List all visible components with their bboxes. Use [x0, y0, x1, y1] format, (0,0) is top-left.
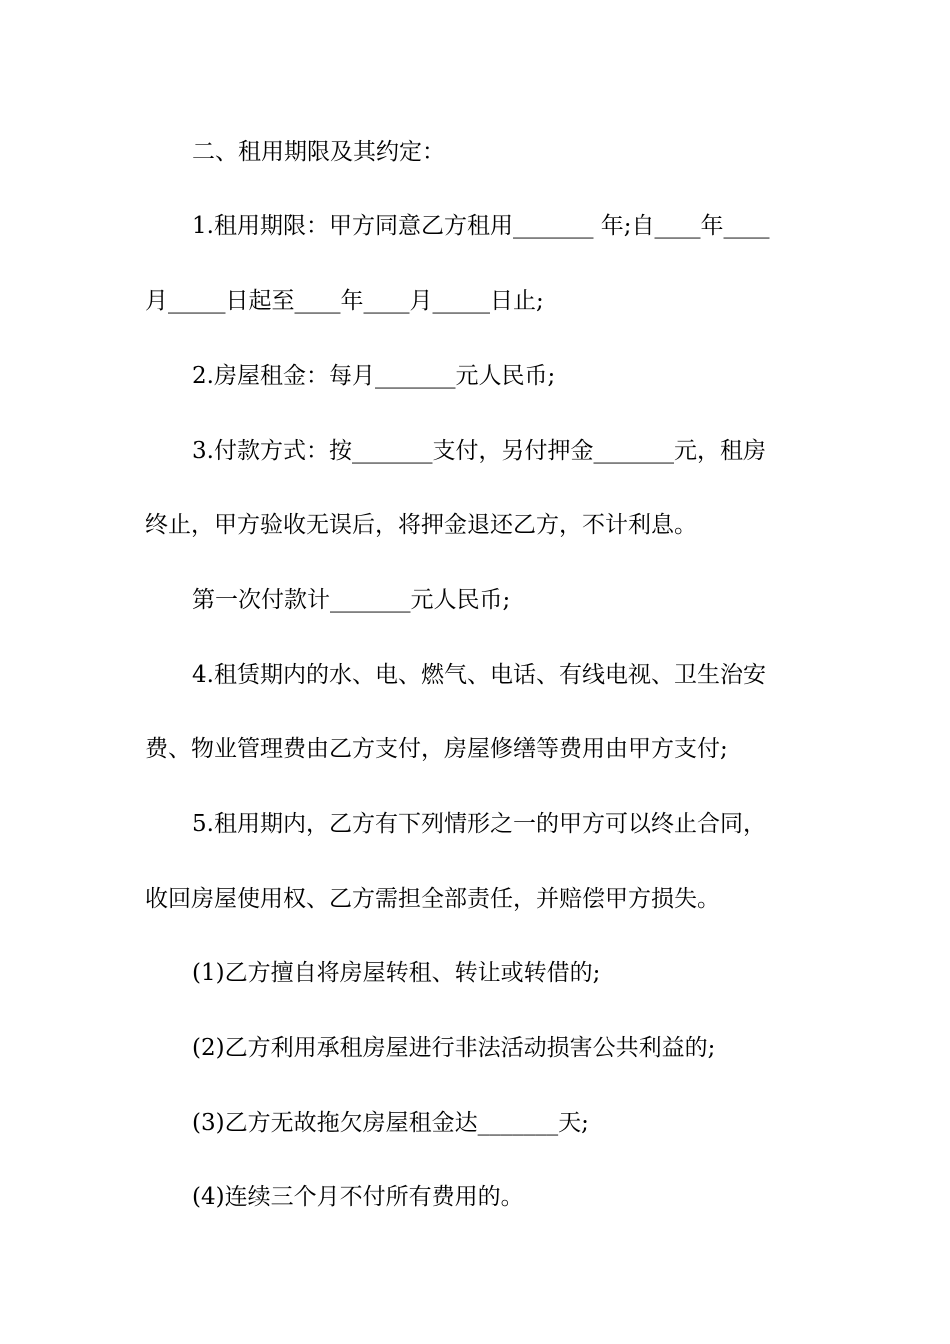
paragraph-line: 费、物业管理费由乙方支付，房屋修缮等费用由甲方支付; — [145, 736, 728, 762]
list-item: (1)乙方擅自将房屋转租、转让或转借的; — [192, 960, 601, 986]
list-item: (2)乙方利用承租房屋进行非法活动损害公共利益的; — [192, 1035, 716, 1061]
paragraph-line: 4.租赁期内的水、电、燃气、电话、有线电视、卫生治安 — [192, 662, 766, 688]
section-heading: 二、租用期限及其约定： — [192, 139, 445, 165]
paragraph-line: 收回房屋使用权、乙方需担全部责任，并赔偿甲方损失。 — [145, 886, 720, 912]
paragraph-line: 2.房屋租金：每月_______元人民币; — [192, 363, 556, 389]
paragraph-line: 5.租用期内，乙方有下列情形之一的甲方可以终止合同， — [192, 811, 766, 837]
paragraph-line: 1.租用期限：甲方同意乙方租用_______ 年;自____年____ — [192, 213, 770, 239]
paragraph-line: 第一次付款计_______元人民币; — [192, 587, 511, 613]
paragraph-line: 月_____日起至____年____月_____日止; — [145, 288, 544, 314]
list-item: (3)乙方无故拖欠房屋租金达_______天; — [192, 1110, 589, 1136]
paragraph-line: 3.付款方式：按_______支付，另付押金_______元，租房 — [192, 438, 766, 464]
paragraph-line: 终止，甲方验收无误后，将押金退还乙方，不计利息。 — [145, 512, 697, 538]
list-item: (4)连续三个月不付所有费用的。 — [192, 1184, 524, 1210]
